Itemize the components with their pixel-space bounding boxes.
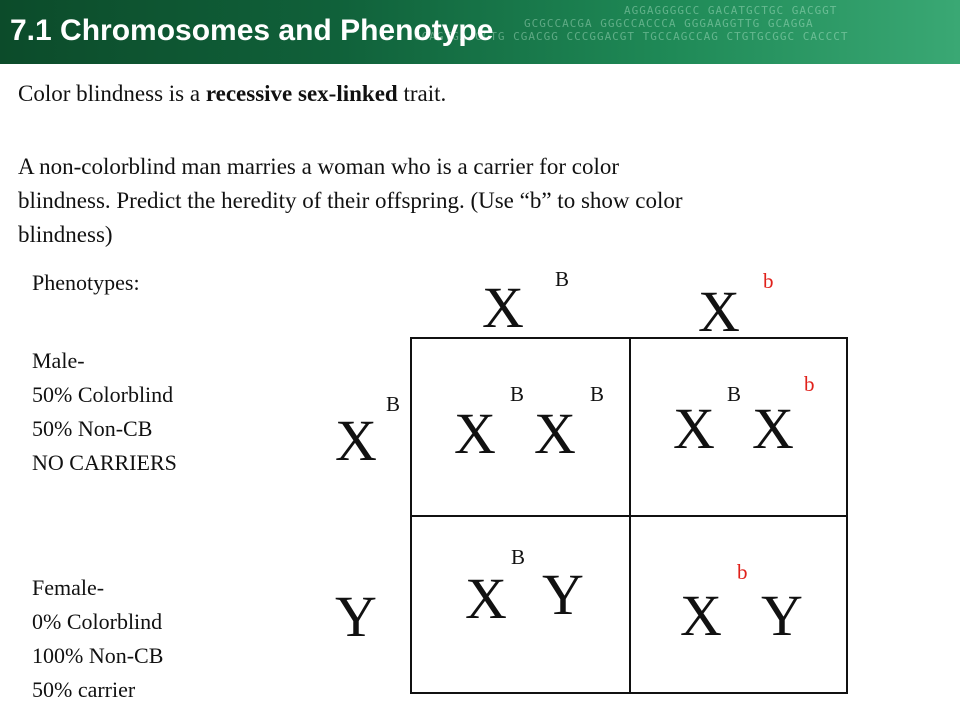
cell-r2c1-right: Y — [542, 562, 584, 627]
phenotypes-heading: Phenotypes: — [32, 270, 140, 295]
cell-r1c1-left-allele: B — [510, 382, 525, 406]
problem-paragraph: A non-colorblind man marries a woman who is a carrier for color blindness. Predict the heredity of their offspring. (Use “b” to show color blindness) — [18, 154, 683, 247]
female-phenotypes: Female- 0% Colorblind 100% Non-CB 50% carrier — [32, 575, 164, 702]
mother-gamete-1: X — [482, 275, 524, 340]
cell-r1c2-left: X — [673, 396, 715, 461]
cell-r2c1-left: X — [465, 566, 507, 631]
cell-r2c2-left-allele: b — [737, 560, 748, 584]
bold-term: recessive sex-linked — [205, 81, 398, 106]
father-gamete-2: Y — [335, 584, 377, 649]
father-gamete-1-allele: B — [386, 392, 401, 416]
father-gamete-1: X — [335, 408, 377, 473]
cell-r1c1-right-allele: B — [590, 382, 605, 406]
mother-gamete-2: X — [698, 279, 740, 344]
cell-r1c2-right-allele: b — [804, 372, 815, 396]
mother-gamete-2-allele: b — [763, 269, 774, 293]
cell-r2c2-right: Y — [761, 583, 803, 648]
slide-header — [0, 0, 960, 64]
dna-sequence-decoration: AGGAGGGGCC GACATGCTGC GACGGT GCGCCACGA GGGCCACCCA GGGAAGGTTG GCAGGA CCAGTGA CCTG CGACGG CCCGGACGT TGCCAGCCAG CTGTGCGGC CACCCT — [414, 4, 849, 43]
mother-gamete-1-allele: B — [555, 267, 570, 291]
cell-r1c2-right: X — [752, 396, 794, 461]
cell-r2c2-left: X — [680, 583, 722, 648]
cell-r1c1-right: X — [534, 401, 576, 466]
cell-r1c1-left: X — [454, 401, 496, 466]
grid-divider-horizontal — [410, 515, 848, 517]
slide-title: 7.1 Chromosomes and Phenotype — [10, 14, 494, 47]
cell-r2c1-left-allele: B — [511, 545, 526, 569]
male-phenotypes: Male- 50% Colorblind 50% Non-CB NO CARRIERS — [32, 348, 177, 475]
intro-line: Color blindness is a recessive sex-linked trait. — [18, 81, 447, 106]
cell-r1c2-left-allele: B — [727, 382, 742, 406]
